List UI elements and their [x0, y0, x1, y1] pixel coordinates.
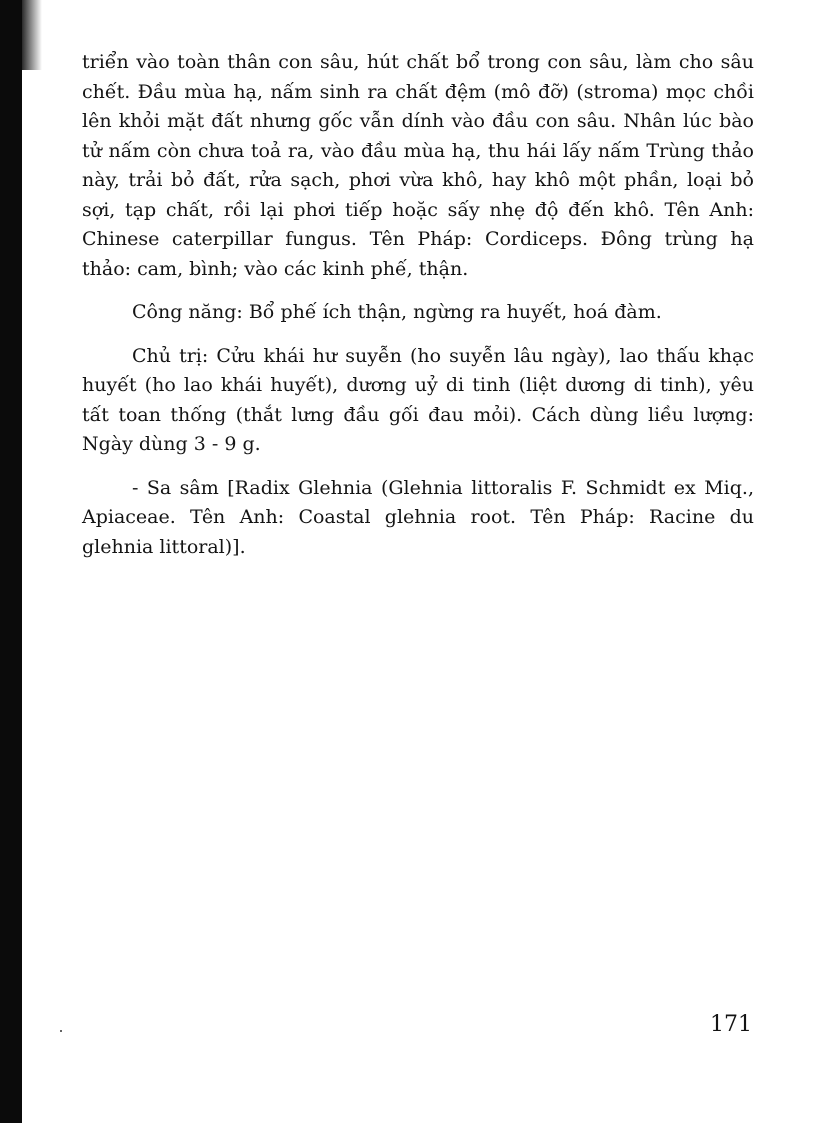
paragraph-sa-sam: - Sa sâm [Radix Glehnia (Glehnia littoralis F. Schmidt ex Miq., Apiaceae. Tên Anh: Coastal glehnia root. Tên Pháp: Racine du glehnia littoral)].	[82, 476, 754, 558]
page-number: 171	[710, 1012, 752, 1037]
paragraph-continuation: triển vào toàn thân con sâu, hút chất bổ trong con sâu, làm cho sâu chết. Đầu mùa hạ, nấm sinh ra chất đệm (mô đỡ) (stroma) mọc chồi lên khỏi mặt đất nhưng gốc vẫn dính vào đầu con sâu. Nhân lúc bào tử nấm còn chưa toả ra, vào đầu mùa hạ, thu hái lấy nấm Trùng thảo này, trải bỏ đất, rửa sạch, phơi vừa khô, hay khô một phần, loại bỏ sợi, tạp chất, rồi lại phơi tiếp hoặc sấy nhẹ độ đến khô. Tên Anh: Chinese caterpillar fungus. Tên Pháp: Cordiceps. Đông trùng hạ thảo: cam, bình; vào các kinh phế, thận.	[82, 51, 754, 280]
page-body	[82, 48, 754, 576]
scan-dark-edge	[0, 0, 22, 1123]
scan-speck	[60, 1030, 62, 1032]
paragraph-cong-nang: Công năng: Bổ phế ích thận, ngừng ra huyết, hoá đàm.	[132, 301, 662, 323]
paragraph-chu-tri: Chủ trị: Cửu khái hư suyễn (ho suyễn lâu ngày), lao thấu khạc huyết (ho lao khái huyết), dương uỷ di tinh (liệt dương di tinh), yêu tất toan thống (thắt lưng đầu gối đau mỏi). Cách dùng liều lượng: Ngày dùng 3 - 9 g.	[82, 344, 754, 455]
scan-shadow	[22, 0, 42, 70]
